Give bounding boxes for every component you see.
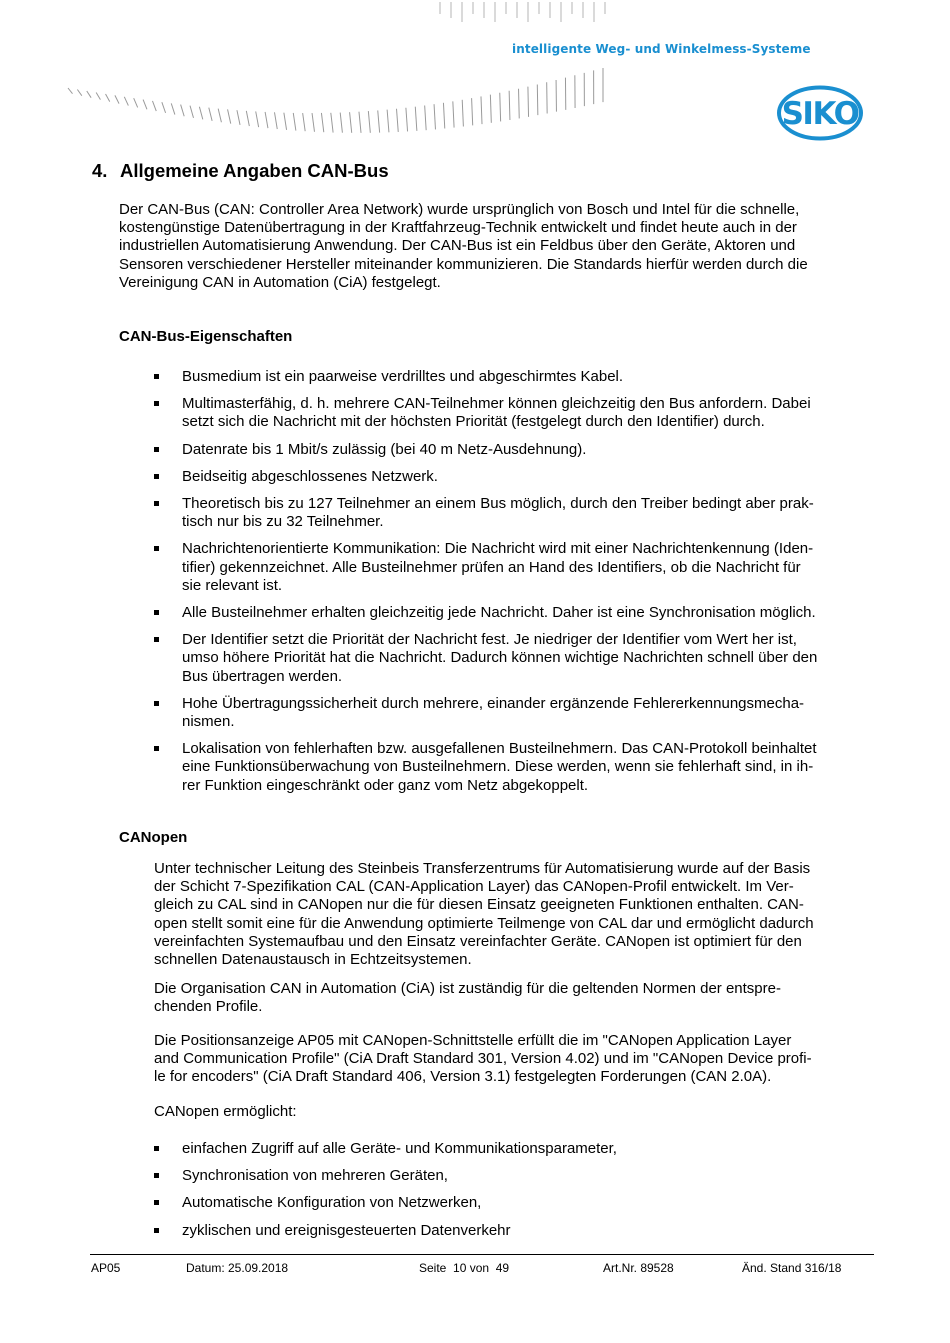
header-stripe bbox=[256, 111, 259, 127]
header-stripe bbox=[181, 105, 185, 117]
header-stripe bbox=[453, 101, 454, 127]
bullet-square-icon bbox=[154, 501, 159, 506]
header-stripe bbox=[199, 107, 202, 120]
header-stripe bbox=[537, 84, 538, 115]
bullet-square-icon bbox=[154, 701, 159, 706]
properties-list bbox=[154, 368, 864, 804]
header-stripe bbox=[143, 100, 147, 110]
property-item bbox=[154, 604, 864, 622]
footer-divider bbox=[90, 1254, 874, 1255]
canopen-heading: CANopen bbox=[119, 829, 188, 846]
canopen-paragraph-1: Unter technischer Leitung des Steinbeis Transferzentrums für Automatisierung wurde auf der Basis der Schicht 7-Spezifikation CAL (CAN-Application Layer) das CANopen-Profil entwickelt. Im Ver- gleich zu CAL sind in CANopen nur die für diesen Einsatz geeigneten Funktionen enthalten. CAN- open stellt somit eine für die Anwendung optimierte Teilmenge von CAL dar und ermöglicht dadurch vereinfachten Systemaufbau und den Einsatz vereinfachter Geräte. CANopen ist optimiert für den schnellen Datenaustausch in Echtzeitsystemen. bbox=[154, 860, 814, 969]
property-item bbox=[154, 540, 864, 595]
header-stripe bbox=[274, 112, 277, 129]
header-stripe bbox=[359, 112, 361, 133]
header-stripe bbox=[406, 108, 408, 132]
header-stripe bbox=[490, 95, 491, 123]
header-stripe bbox=[368, 111, 370, 133]
properties-heading: CAN-Bus-Eigenschaften bbox=[119, 328, 293, 345]
footer-article-number: Art.Nr. 89528 bbox=[603, 1261, 674, 1275]
header-stripe bbox=[265, 112, 268, 128]
header-stripe bbox=[462, 100, 463, 127]
header-stripe bbox=[528, 87, 529, 117]
property-item bbox=[154, 631, 864, 686]
header-stripe bbox=[68, 88, 73, 94]
property-item bbox=[154, 368, 864, 386]
header-stripe bbox=[77, 90, 81, 96]
bullet-square-icon bbox=[154, 1173, 159, 1178]
header-stripe bbox=[96, 92, 100, 99]
header-stripe bbox=[312, 113, 314, 132]
header-stripe bbox=[171, 103, 175, 114]
enables-item-text: Automatische Konfiguration von Netzwerken, bbox=[182, 1194, 482, 1212]
enables-item-text: zyklischen und ereignisgesteuerten Datenverkehr bbox=[182, 1221, 511, 1239]
property-item bbox=[154, 740, 864, 795]
header-stripe bbox=[509, 91, 510, 120]
header-stripe bbox=[425, 105, 427, 130]
header-stripe bbox=[87, 91, 91, 98]
header-stripe bbox=[293, 113, 296, 131]
header-stripe bbox=[106, 94, 110, 102]
property-item-text: Beidseitig abgeschlossenes Netzwerk. bbox=[182, 467, 438, 485]
property-item-text: Multimasterfähig, d. h. mehrere CAN-Teilnehmer können gleichzeitig den Bus anfordern. Dabei setzt sich die Nachricht mit der höchsten Priorität (festgelegt durch den Identifier) durch. bbox=[182, 395, 811, 431]
property-item bbox=[154, 441, 864, 459]
canopen-paragraph-3: Die Positionsanzeige AP05 mit CANopen-Schnittstelle erfüllt die im "CANopen Application Layer and Communication Profile" (CiA Draft Standard 301, Version 4.02) und im "CANopen Device profi- le for encoders" (CiA Draft Standard 406, Version 3.1) festgelegten Forderungen (CAN 2.0A). bbox=[154, 1032, 812, 1086]
header-stripe bbox=[434, 104, 435, 129]
property-item bbox=[154, 695, 864, 731]
footer-date: Datum: 25.09.2018 bbox=[186, 1261, 289, 1275]
header-stripe bbox=[209, 108, 212, 121]
header-stripe bbox=[500, 93, 501, 122]
bullet-square-icon bbox=[154, 546, 159, 551]
canopen-enables-list bbox=[154, 1140, 864, 1249]
header-stripe bbox=[134, 98, 138, 107]
property-item-text: Hohe Übertragungssicherheit durch mehrere, einander ergänzende Fehlererkennungsmecha- nismen. bbox=[182, 694, 805, 731]
header-stripe bbox=[246, 111, 249, 126]
enables-item bbox=[154, 1140, 864, 1158]
header-stripe bbox=[378, 110, 380, 132]
section-heading bbox=[92, 160, 389, 182]
header-stripe bbox=[190, 106, 193, 118]
enables-item-text: einfachen Zugriff auf alle Geräte- und Kommunikationsparameter, bbox=[182, 1140, 617, 1157]
header-stripe bbox=[331, 113, 333, 133]
property-item-text: Busmedium ist ein paarweise verdrilltes und abgeschirmtes Kabel. bbox=[182, 368, 624, 385]
header-stripe bbox=[443, 103, 444, 129]
bullet-square-icon bbox=[154, 1200, 159, 1205]
company-tagline: intelligente Weg- und Winkelmess-Systeme bbox=[512, 42, 811, 56]
property-item-text: Theoretisch bis zu 127 Teilnehmer an einem Bus möglich, durch den Treiber bedingt aber prak- tisch nur bis zu 32 Teilnehmer. bbox=[182, 495, 814, 531]
enables-item bbox=[154, 1167, 864, 1185]
header-stripe bbox=[340, 113, 342, 133]
siko-logo bbox=[776, 85, 864, 141]
enables-item-text: Synchronisation von mehreren Geräten, bbox=[182, 1167, 448, 1185]
header-stripe bbox=[237, 110, 240, 125]
section-number: 4. bbox=[92, 160, 108, 181]
header-stripe bbox=[284, 113, 287, 130]
bullet-square-icon bbox=[154, 474, 159, 479]
property-item-text: Der Identifier setzt die Priorität der Nachricht fest. Je niedriger der Identifier vom Wert her ist, umso höhere Priorität hat die Nachricht. Dadurch können wichtige Nachrichten schnell über den Bus übertragen werden. bbox=[182, 631, 818, 685]
bullet-square-icon bbox=[154, 746, 159, 751]
bullet-square-icon bbox=[154, 401, 159, 406]
enables-item bbox=[154, 1222, 864, 1240]
footer-product: AP05 bbox=[91, 1261, 121, 1275]
bullet-square-icon bbox=[154, 374, 159, 379]
header-stripe bbox=[152, 101, 156, 111]
section-title: Allgemeine Angaben CAN-Bus bbox=[120, 160, 389, 181]
header-stripe bbox=[350, 112, 352, 133]
header-stripe bbox=[481, 96, 482, 124]
property-item-text: Alle Busteilnehmer erhalten gleichzeitig jede Nachricht. Daher ist eine Synchronisation möglich. bbox=[182, 604, 816, 622]
header-stripe bbox=[321, 113, 323, 132]
intro-paragraph: Der CAN-Bus (CAN: Controller Area Network) wurde ursprünglich von Bosch und Intel für die schnelle, kostengünstige Datenübertragung in der Kraftfahrzeug-Technik entwickelt und findet heute auch in der industriellen Automatisierung Anwendung. Der CAN-Bus ist ein Feldbus über den Geräte, Aktoren und Sensoren verschiedener Hersteller miteinander kommunizieren. Die Standards hierfür werden durch die Vereinigung CAN in Automation (CiA) festgelegt. bbox=[119, 201, 808, 291]
header-stripe bbox=[397, 109, 399, 132]
bullet-square-icon bbox=[154, 637, 159, 642]
canopen-paragraph-2: Die Organisation CAN in Automation (CiA) ist zuständig für die geltenden Normen der entspre- chenden Profile. bbox=[154, 980, 781, 1016]
property-item bbox=[154, 395, 864, 431]
footer-revision: Änd. Stand 316/18 bbox=[742, 1261, 842, 1275]
header-stripe bbox=[387, 110, 389, 133]
footer-page-number: Seite 10 von 49 bbox=[419, 1261, 510, 1275]
header-stripe bbox=[303, 113, 306, 131]
bullet-square-icon bbox=[154, 1228, 159, 1233]
bullet-square-icon bbox=[154, 1146, 159, 1151]
header-stripe bbox=[228, 109, 231, 123]
header-stripe bbox=[519, 89, 520, 119]
header-stripe bbox=[115, 95, 119, 103]
property-item-text: Nachrichtenorientierte Kommunikation: Die Nachricht wird mit einer Nachrichtenkennung (Iden- tifier) gekennzeichnet. Alle Busteilnehmer prüfen an Hand des Identifiers, ob die Nachricht für sie relevant ist. bbox=[182, 540, 814, 594]
header-stripe bbox=[218, 109, 221, 123]
logo-text: SIKO bbox=[781, 96, 859, 132]
bullet-square-icon bbox=[154, 447, 159, 452]
property-item bbox=[154, 495, 864, 531]
header-stripe bbox=[162, 102, 166, 113]
bullet-square-icon bbox=[154, 610, 159, 615]
property-item-text: Datenrate bis 1 Mbit/s zulässig (bei 40 m Netz-Ausdehnung). bbox=[182, 440, 587, 458]
enables-item bbox=[154, 1194, 864, 1212]
header-stripe bbox=[124, 97, 128, 106]
property-item bbox=[154, 468, 864, 486]
canopen-enables-intro: CANopen ermöglicht: bbox=[154, 1103, 297, 1120]
header-stripe bbox=[472, 98, 473, 125]
property-item-text: Lokalisation von fehlerhaften bzw. ausgefallenen Busteilnehmern. Das CAN-Protokoll beinhaltet eine Funktionsüberwachung von Busteilnehmern. Diese werden, wenn sie fehlerhaft sind, in ih- rer Funktion eingeschränkt oder ganz vom Netz abgekoppelt. bbox=[182, 740, 817, 794]
header-stripe bbox=[415, 107, 417, 131]
